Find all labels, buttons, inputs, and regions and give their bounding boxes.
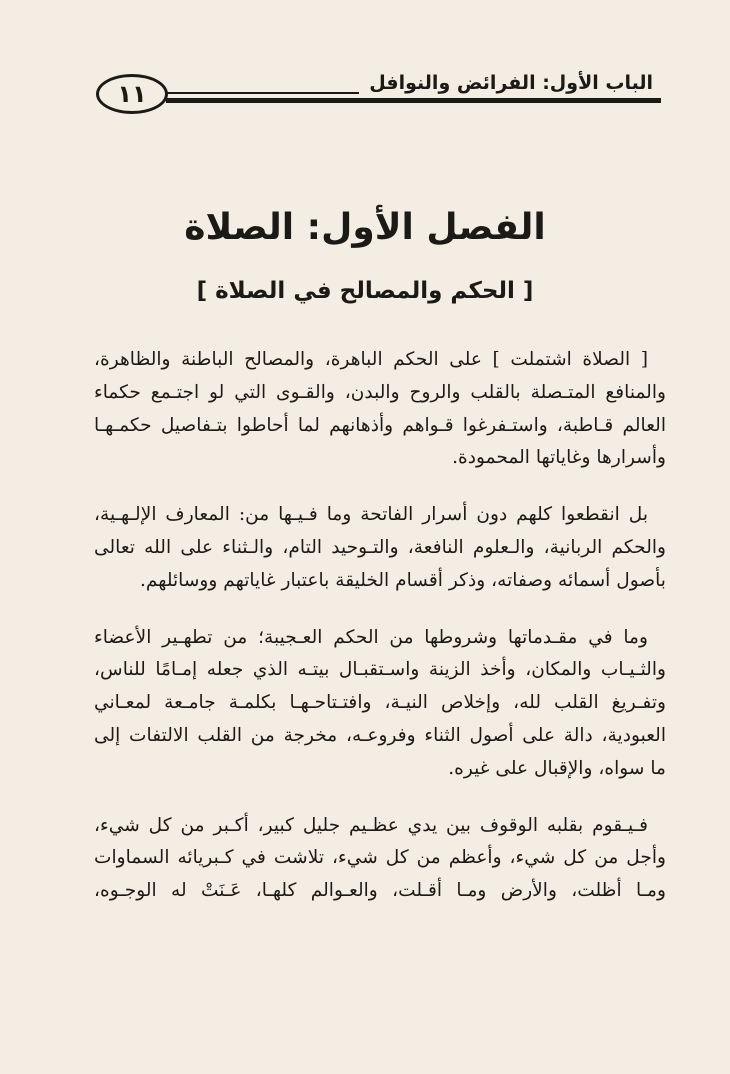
paragraph <box>94 499 666 597</box>
text-line: والمنافع المتـصلة بالقلب والروح والبدن، والقـوى التي لو اجتـمع حكماء <box>94 381 666 403</box>
text-line: بأصول أسمائه وصفاته، وذكر أقسام الخليقة باعتبار غاياتهم ووسائلهم. <box>139 569 666 591</box>
text-line: ومـا أظلت، والأرض ومـا أقـلت، والعـوالم كلهـا، عَـنَتْ له الوجـوه، <box>94 880 666 902</box>
running-header <box>96 72 661 122</box>
text-line: بل انقطعوا كلهم دون أسرار الفاتحة وما فـيـها من: المعارف الإلـهـية، <box>94 504 648 526</box>
text-line: والثـيـاب والمكان، وأخذ الزينة واسـتقبـال بيتـه الذي جعله إمـامًا للناس، <box>94 659 666 681</box>
text-line: العبودية، دالة على أصول الثناء وفروعـه، مخرجة من القلب الالتفات إلى <box>94 724 666 746</box>
paragraph <box>94 344 666 475</box>
text-line: [ الصلاة اشتملت ] على الحكم الباهرة، والمصالح الباطنة والظاهرة، <box>94 349 648 370</box>
paragraph <box>94 810 666 908</box>
text-line: وما في مقـدماتها وشروطها من الحكم العـجيبة؛ من تطهـير الأعضاء <box>94 626 648 648</box>
chapter-title: الفصل الأول: الصلاة <box>184 207 546 248</box>
page-number: ١١ <box>96 74 168 114</box>
body-text <box>94 344 666 932</box>
text-line: ما سواه، والإقبال على غيره. <box>448 757 666 779</box>
header-rule-thick <box>166 98 661 103</box>
header-title: الباب الأول: الفرائض والنوافل <box>359 72 661 94</box>
text-line: فـيـقوم بقلبه الوقوف بين يدي عظـيم جليل كبير، أكـبر من كل شيء، <box>94 814 648 836</box>
text-line: وأجل من كل شيء، وأعظم من كل شيء، تلاشت في كـبريائه السماوات <box>94 847 666 869</box>
text-line: والحكم الربانية، والـعلوم النافعة، والتـوحيد التام، والـثناء على الله تعالى <box>94 536 666 558</box>
paragraph <box>94 622 666 786</box>
text-line: وتفـريغ القلب لله، وإخلاص النيـة، وافتـتاحـهـا بكلمـة جامـعة لمعـاني <box>94 692 666 714</box>
text-line: وأسرارها وغاياتها المحمودة. <box>452 447 666 469</box>
section-heading: [ الحكم والمصالح في الصلاة ] <box>196 278 534 304</box>
text-line: العالم قـاطبة، واستـفرغوا قـواهم وأذهانهم لما أحاطوا بتـفاصيل حكمـهـا <box>94 414 666 436</box>
